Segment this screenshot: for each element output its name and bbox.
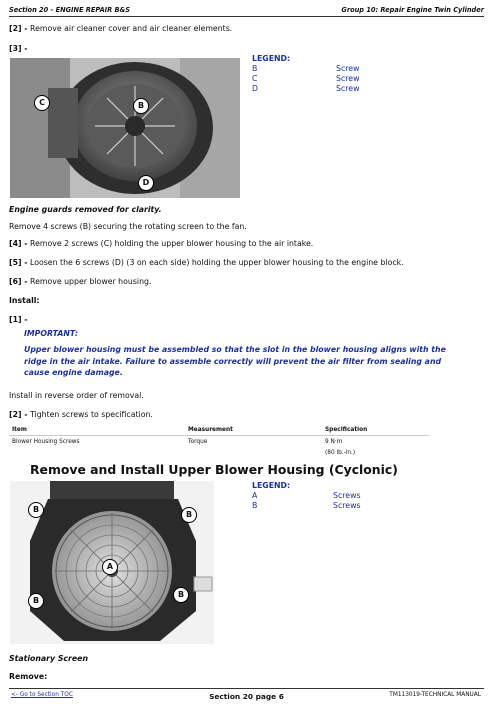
go-to-section-toc-link[interactable]: <- Go to Section TOC <box>11 692 73 698</box>
install-step-1-number: [1] - <box>9 315 28 324</box>
legend-1-row-b-letter: B <box>252 64 258 73</box>
install-step-2-line <box>9 410 153 419</box>
important-heading: IMPORTANT: <box>24 329 78 338</box>
engine-photo-1-drawing <box>10 58 240 198</box>
callout-b-2a <box>28 502 44 518</box>
callout-b-2d-label: B <box>177 590 185 599</box>
header-divider <box>9 16 484 17</box>
important-text: Upper blower housing must be assembled so that the slot in the blower housing aligns with the ridge in the air intake. Failure to assemble correctly will prevent the air filter from sealing and cause engine damage. <box>24 345 446 377</box>
table-header-measurement: Measurement <box>188 427 233 433</box>
section-2-title: Remove and Install Upper Blower Housing (Cyclonic) <box>30 462 398 477</box>
callout-d-1 <box>138 175 154 191</box>
step-6-text: Remove upper blower housing. <box>30 277 152 286</box>
table-cell-specification: 9 N·m <box>325 439 343 445</box>
table-cell-measurement: Torque <box>188 439 208 445</box>
legend-2-row-a-label: Screws <box>333 491 361 500</box>
legend-2-row-b-letter: B <box>252 501 258 510</box>
step-6-line <box>9 277 151 286</box>
install-step-2-text: Tighten screws to specification. <box>30 410 153 419</box>
callout-b-2c <box>28 593 44 609</box>
legend-2-row-a-letter: A <box>252 491 258 500</box>
step-5-text: Loosen the 6 screws (D) (3 on each side) holding the upper blower housing to the engine block. <box>30 258 404 267</box>
step-3-number: [3] - <box>9 44 28 53</box>
header-group-title: Group 10: Repair Engine Twin Cylinder <box>341 6 484 14</box>
callout-b-2b-label: B <box>185 510 193 519</box>
step-5-number: [5] - <box>9 258 28 267</box>
legend-1-row-d-label: Screw <box>336 84 360 93</box>
legend-1-row-b-label: Screw <box>336 64 360 73</box>
figure-1-caption: Engine guards removed for clarity. <box>9 205 162 214</box>
step-5-line <box>9 258 404 267</box>
table-header-item: Item <box>12 427 27 433</box>
remove-heading: Remove: <box>9 672 48 681</box>
step-4-text: Remove 2 screws (C) holding the upper blower housing to the air intake. <box>30 239 314 248</box>
table-cell-specification-sub: (80 lb.-in.) <box>325 450 356 456</box>
legend-1-row-c-letter: C <box>252 74 258 83</box>
reverse-order-text: Install in reverse order of removal. <box>9 391 144 400</box>
body-line-1: Remove 4 screws (B) securing the rotating screen to the fan. <box>9 222 247 231</box>
step-2-line <box>9 24 232 33</box>
step-4-line <box>9 239 313 248</box>
table-header-specification: Specification <box>325 427 368 433</box>
callout-b-2b <box>181 507 197 523</box>
callout-a-2-label: A <box>106 562 114 571</box>
callout-c-1 <box>34 95 50 111</box>
step-6-number: [6] - <box>9 277 28 286</box>
callout-a-2 <box>102 559 118 575</box>
legend-1-row-c-label: Screw <box>336 74 360 83</box>
install-step-2-number: [2] - <box>9 410 28 419</box>
install-heading: Install: <box>9 296 40 305</box>
legend-2-title: LEGEND: <box>252 481 291 490</box>
table-header-divider <box>9 435 429 436</box>
step-4-number: [4] - <box>9 239 28 248</box>
engine-photo-1 <box>10 58 240 198</box>
callout-d-label: D <box>142 178 150 187</box>
callout-b-2c-label: B <box>32 596 40 605</box>
table-cell-item: Blower Housing Screws <box>12 439 80 445</box>
callout-b-label: B <box>137 101 145 110</box>
manual-id: TM113019-TECHNICAL MANUAL <box>389 692 481 698</box>
page-number: Section 20 page 6 <box>209 692 284 701</box>
callout-b-2d <box>173 587 189 603</box>
legend-1-row-d-letter: D <box>252 84 259 93</box>
header-section-title: Section 20 - ENGINE REPAIR B&S <box>9 6 131 14</box>
legend-2-row-b-label: Screws <box>333 501 361 510</box>
callout-c-label: C <box>39 98 45 107</box>
figure-2-caption: Stationary Screen <box>9 654 89 663</box>
callout-b-2a-label: B <box>32 505 40 514</box>
step-2-number: [2] - <box>9 24 28 33</box>
legend-1-title: LEGEND: <box>252 54 291 63</box>
footer-divider <box>9 688 484 689</box>
step-2-text: Remove air cleaner cover and air cleaner elements. <box>30 24 233 33</box>
callout-b-1 <box>133 98 149 114</box>
